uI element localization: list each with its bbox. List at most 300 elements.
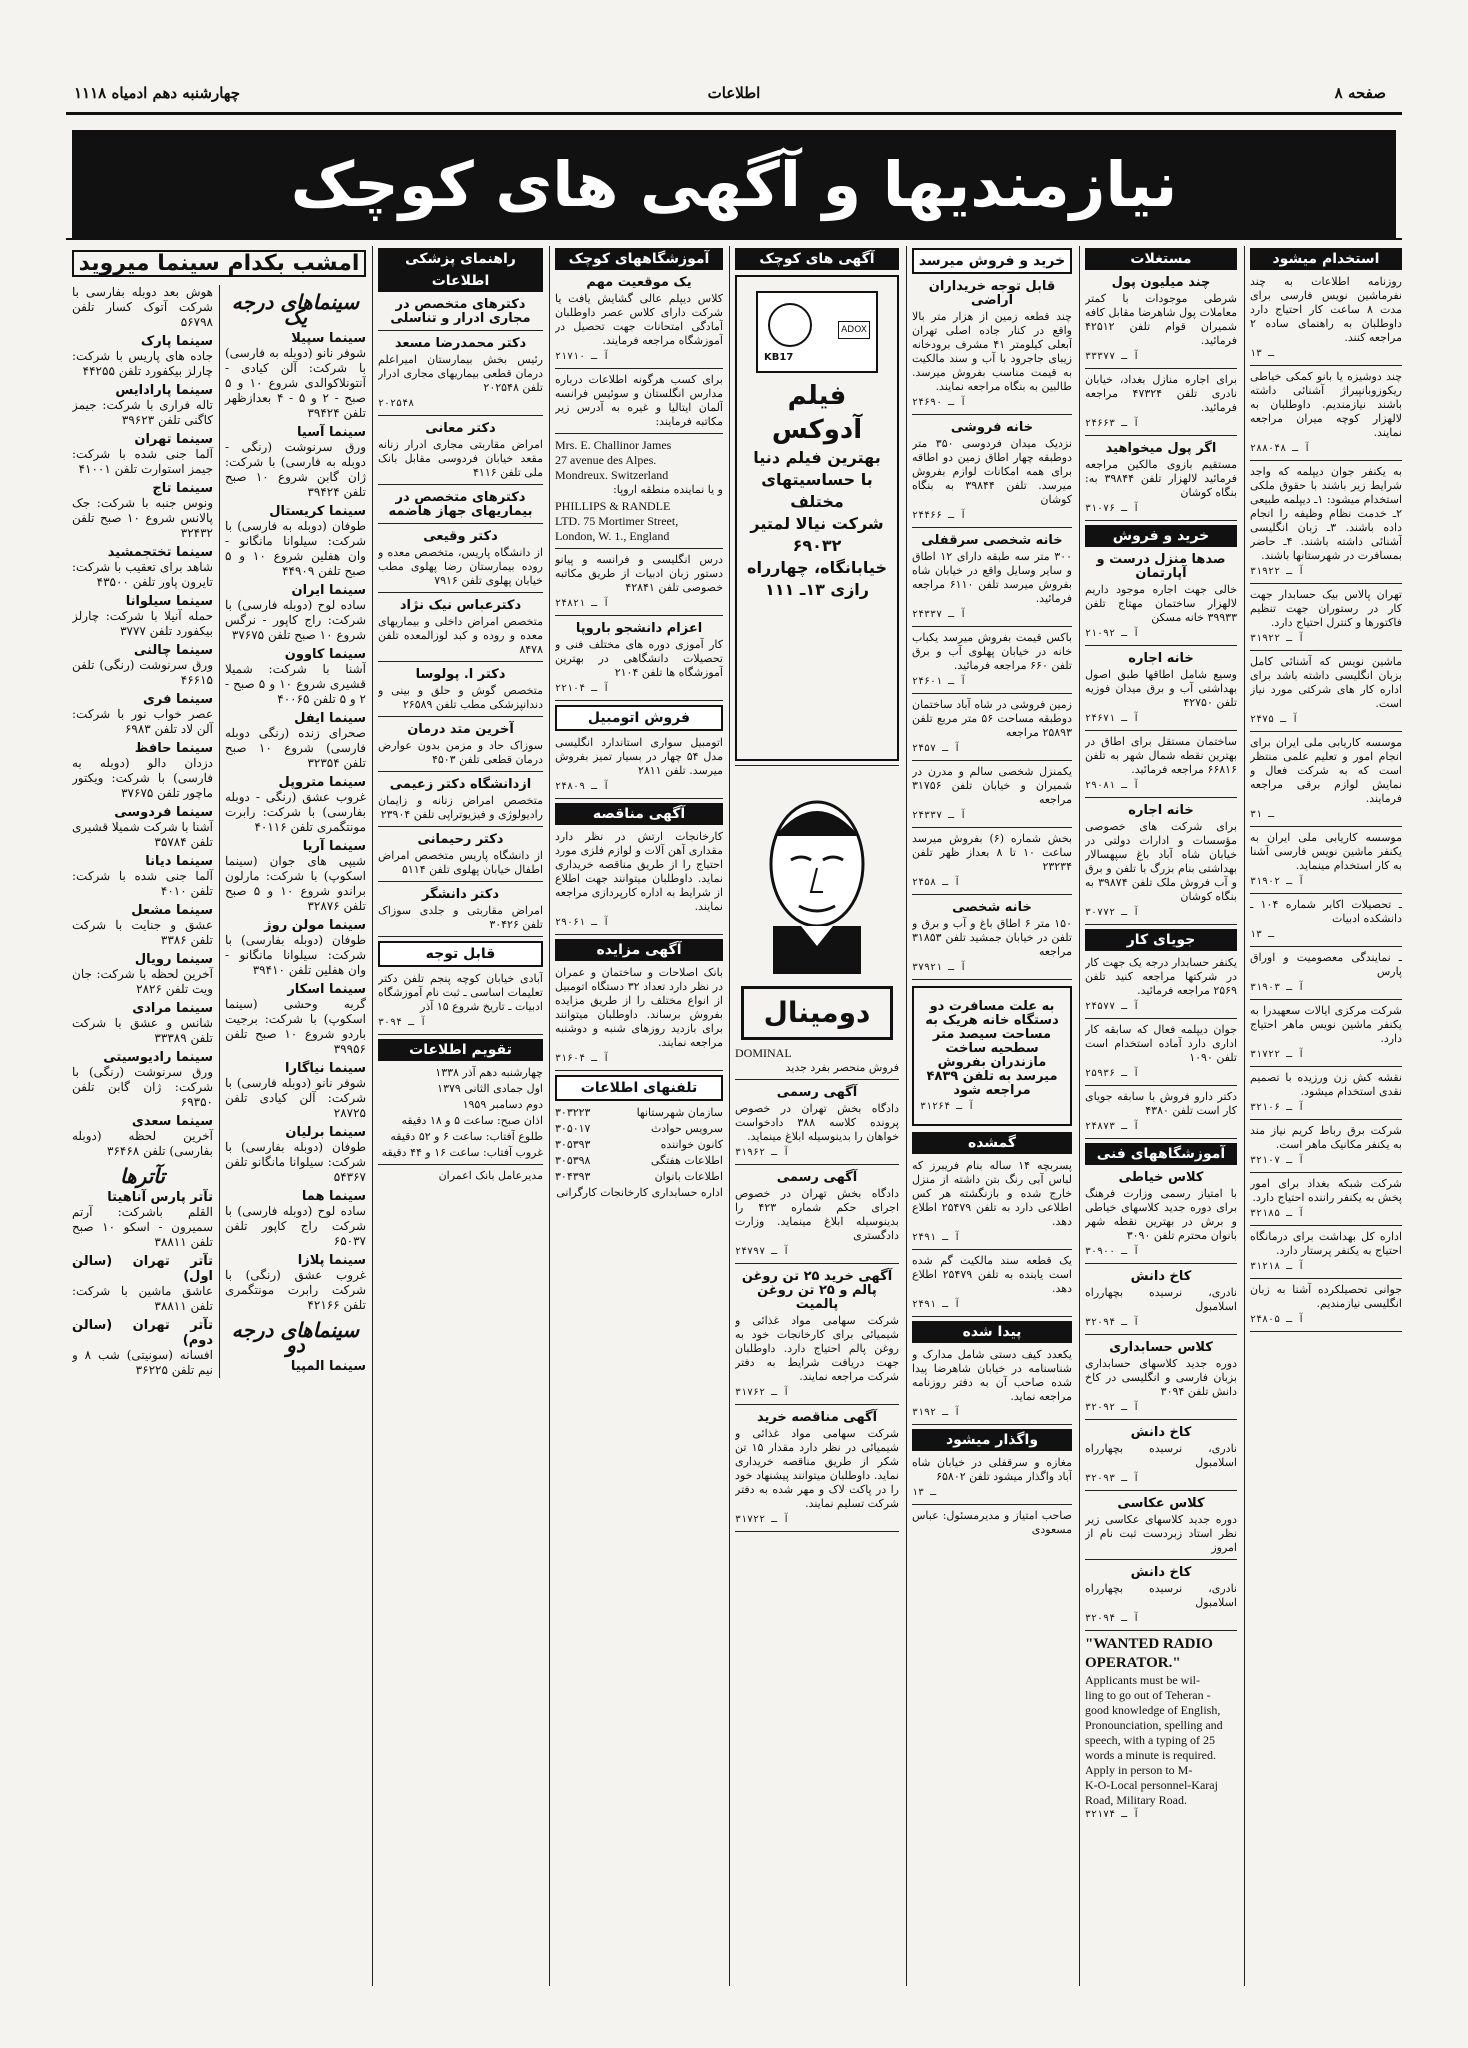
ad-text: یکمنزل شخصی سالم و مدرن در شمیران و خیابان تلفن ۳۱۷۵۶ مراجعه xyxy=(912,765,1072,806)
ad-code: آ ـ ۳۱۹۲ xyxy=(912,1407,961,1418)
english-ad-line: OPERATOR." xyxy=(1085,1655,1181,1671)
theater-name: تآتر تهران (سالن دوم) xyxy=(72,1318,213,1348)
ad-title: کاخ دانش xyxy=(1130,1425,1192,1440)
ad-divider xyxy=(378,826,543,827)
ad-title: دکتر دانشگر xyxy=(421,887,500,902)
cinema-name: سینما سپیلا xyxy=(291,331,366,346)
ad-text: درس انگلیسی و فرانسه و پیانو دستور زبان ادبیات از طریق مکاتبه خصوصی تلفن ۴۲۸۴۱ xyxy=(555,553,723,594)
section-heading: جویای کار xyxy=(1085,929,1237,951)
ad-divider xyxy=(378,1034,543,1035)
ad-text: آبادی خیابان کوچه پنجم تلفن دکتر تعلیمات اساسی ـ ثبت نام آموزشگاه ادبیات ـ تاریخ شروع ۱۵ آذر xyxy=(378,972,543,1013)
phone-number: ۳۰۵۳۹۳ xyxy=(555,1138,591,1151)
ad-code: ۲۰۲۵۴۸ xyxy=(378,398,415,409)
ad-divider xyxy=(1250,893,1402,894)
ad-divider xyxy=(912,827,1072,828)
ad-code: آ ـ ۳۱۹۲۲ xyxy=(1250,633,1305,644)
cinema-name: سینما رادیوسیتی xyxy=(103,1050,213,1065)
cinema-listing: جاده های پاریس با شرکت: چارلز بیکفورد تلفن ۴۴۲۵۵ xyxy=(72,349,213,378)
ad-text: سوزاک حاد و مزمن بدون عوارض درمان قطعی تلفن ۴۵۰۳ xyxy=(378,739,543,766)
theater-listing: القلم باشرکت: آرتم سمیرون - اسکو ۱۰ صبح تلفن ۳۸۸۱۱ xyxy=(72,1205,213,1249)
ad-divider xyxy=(1085,1630,1237,1631)
ad-divider xyxy=(555,433,723,434)
ad-divider xyxy=(735,1079,899,1080)
section-heading: تقویم اطلاعات xyxy=(378,1039,543,1061)
column-footer: اداره حسابداری کارخانجات کارگرانی xyxy=(556,1186,723,1199)
ad-code: آ ـ ۳۱۹۲۲ xyxy=(1250,566,1305,577)
ad-title: دکتر وقیعی xyxy=(423,529,498,544)
ad-code: آ ـ ۲۱۰۹۲ xyxy=(1085,628,1140,639)
column-divider xyxy=(372,246,373,1986)
ad-code: آ ـ ۳۱۰۷۶ xyxy=(1085,503,1140,514)
cinema-name: سینما پلازا xyxy=(297,1253,366,1268)
cinema-listing: شاهد برای تعقیب با شرکت: تایرون پاور تلفن ۴۳۵۰۰ xyxy=(72,560,213,589)
ad-code: آ ـ ۲۴۵۷ xyxy=(912,743,961,754)
dominal-note: فروش منحصر بفرد جدید xyxy=(785,1061,899,1074)
dominal-brand: دومینال xyxy=(741,986,893,1040)
ad-divider xyxy=(912,1424,1072,1425)
phone-label: سرویس حوادث xyxy=(651,1122,723,1135)
ad-code: آ ـ ۲۴۸۷۳ xyxy=(1085,1121,1140,1132)
cinema-listing: هوش بعد دوبله بفارسی با شرکت آتوک کسار تلفن ۵۶۷۹۸ xyxy=(72,285,213,329)
ad-text: نزدیک میدان فردوسی ۳۵۰ متر دوطبقه چهار اطاق زمین دو اطاقه برای همه امکانات لوازم بفروش میرسد. تلفن ۳۹۸۴۴ به بنگاه کوشان xyxy=(912,437,1072,506)
ad-code: آ ـ ۲۹۰۶۱ xyxy=(555,917,610,928)
ad-code: آ ـ ۲۴۵۷۷ xyxy=(1085,1001,1140,1012)
ad-text: اتومبیل سواری استاندارد انگلیسی مدل ۵۴ چهار در بسیار تمیز بفروش میرسد. تلفن ۲۸۱۱ xyxy=(555,736,723,777)
cinema-listing: حمله آنیلا با شرکت: چارلز بیکفورد تلفن ۳۷۷۷ xyxy=(72,609,213,638)
section-heading: مستغلات xyxy=(1085,248,1237,270)
ad-divider xyxy=(1085,1085,1237,1086)
ad-code: آ ـ ۲۴۳۳۷ xyxy=(912,609,967,620)
ad-code: آ ـ ۲۵۹۳۶ xyxy=(1085,1068,1140,1079)
film-ad-line: بهترین فیلم دنیا xyxy=(753,448,881,467)
ad-divider xyxy=(1085,520,1237,521)
banner-rule xyxy=(66,238,1402,240)
theater-category-title: تآترها xyxy=(120,1164,165,1188)
phone-row xyxy=(555,1106,723,1120)
ad-text: بانک اصلاحات و ساختمان و عمران در نظر دارد تعداد ۳۲ دستگاه اتومبیل از انواع مختلف را از طریق مزایده بفروش برساند. داوطلبان میتوانند برای بازدید روزهای شنبه و دوشنبه مراجعه نمایند. xyxy=(555,966,723,1049)
column-divider xyxy=(906,246,907,1986)
film-roll-icon xyxy=(768,303,812,347)
cinema-listing: تاله فراری با شرکت: جیمز کاگنی تلفن ۳۹۶۲۳ xyxy=(72,398,213,427)
ad-divider xyxy=(1250,1278,1402,1279)
ad-text: شرکت مرکزی ایالات سعهیدرا به یکنفر ماشین نویس ماهر احتیاج دارد. xyxy=(1250,1004,1402,1045)
ad-text: به یکنفر جوان دیپلمه که واجد شرایط زیر باشند با حقوق ملکی استخدام میشود: ۱ـ دیپلمه طبیعی ۲ـ خدمت نظام وظیفه را انجام داده باشند. ۳ـ زبان انگلیسی آشنائی داشته باشند. ۴ـ حاضر بمسافرت در شهرستانها باشند. xyxy=(1250,465,1402,562)
ad-divider xyxy=(912,894,1072,895)
cinema-listing: گربه وحشی (سینما اسکوپ) با شرکت: برجیت باردو شروع ۱۰ صبح تلفن ۳۹۹۵۶ xyxy=(225,997,366,1056)
ad-code: ۳ـ ۱ xyxy=(1250,809,1275,820)
english-address-line: Mrs. E. Challinor James xyxy=(555,438,672,452)
ad-title: خانه اجاره xyxy=(1128,651,1194,666)
cinema-listing: غروب عشق (رنگی - دوبله بفارسی) با شرکت: رابرت مونتگمری تلفن ۴۰۱۱۶ xyxy=(225,790,366,834)
cinema-listing: شانس و عشق با شرکت تلفن ۳۳۳۸۹ xyxy=(72,1016,213,1045)
ad-divider xyxy=(555,700,723,701)
ad-code: آ ـ ۲۴۴۶۶ xyxy=(912,510,967,521)
ad-divider xyxy=(378,716,543,717)
ad-divider xyxy=(912,979,1072,980)
ad-title: کلاس عکاسی xyxy=(1117,1496,1205,1511)
ad-code: آ ـ ۲۴۸۰۹ xyxy=(555,781,610,792)
phone-row xyxy=(555,1170,723,1184)
ad-title: دکترهای متخصص در بیماریهای جهاز هاضمه xyxy=(388,490,533,519)
ad-title: ازدانشگاه دکتر زعیمی xyxy=(389,777,532,792)
ad-code: آ ـ ۲۴۸۲۱ xyxy=(555,598,610,609)
ad-divider xyxy=(378,1164,543,1165)
ad-text: متخصص گوش و حلق و بینی و دندانپزشکی مطب تلفن ۲۶۵۸۹ xyxy=(378,684,543,711)
ad-divider xyxy=(378,330,543,331)
ad-code: آ ـ ۲۴۹۱ xyxy=(912,1299,961,1310)
ad-code: آ ـ ۳۲۱۰۶ xyxy=(1250,1102,1305,1113)
cinema-name: سینما تختجمشید xyxy=(107,545,213,560)
cinema-name: سینما حافظ xyxy=(134,741,213,756)
cinema-listing: شوفر نانو (دوبله به فارسی) با شرکت: آلن کیادی - آنتونلاکوالدی شروع ۱۰ و ۵ صبح - ۲ و ۵ - ۴ بعدازظهر تلفن ۳۹۴۲۴ xyxy=(225,346,366,420)
ad-text: متخصص امراض زنانه و زایمان رادیولوژی و فیزیوتراپی تلفن ۲۳۹۰۴ xyxy=(378,794,543,821)
ad-title: دکتر رحیمانی xyxy=(417,832,504,847)
ad-divider xyxy=(378,881,543,882)
ad-text: موسسه کاریابی ملی ایران برای انجام امور و تعلیم علمی منتظر است که به شرکت فعال و نمایش لوازم برقی مراجعه فرمایند. xyxy=(1250,736,1402,805)
column-small-ads xyxy=(735,246,899,1986)
english-ad-line: K-O-Local personnel-Karaj xyxy=(1085,1778,1218,1792)
ad-text: بخش شماره (۶) بفروش میرسد ساعت ۱۰ تا ۸ بعداز ظهر تلفن ۲۳۲۳۴ xyxy=(912,832,1072,873)
ad-text: یکنفر حسابدار درجه یک جهت کار در شرکتها مراجعه کنید تلفن ۲۵۶۹ مراجعه فرمائید. xyxy=(1085,956,1237,997)
ad-text: شرکت شبکه بغداد برای امور پخش به یکنفر راننده احتیاج دارد. xyxy=(1250,1177,1402,1204)
cinema-listing: طوفان (دوبله بفارسی) با شرکت: سیلوانا مانگانو تلفن ۵۴۳۶۷ xyxy=(225,1140,366,1184)
ad-title: دکترهای متخصص در مجاری ادرار و تناسلی xyxy=(390,297,531,326)
ad-divider xyxy=(1250,1119,1402,1120)
cinema-listing: شیپی های جوان (سینما اسکوپ) با شرکت: مارلون براندو شروع ۱۰ و ۵ صبح تلفن ۳۲۸۷۶ xyxy=(225,854,366,913)
ad-divider xyxy=(1085,924,1237,925)
column-employment xyxy=(1250,246,1402,1986)
ad-divider xyxy=(1085,645,1237,646)
theater-listing: افسانه (سونیتی) شب ۸ و نیم تلفن ۳۶۲۲۵ xyxy=(72,1348,213,1377)
ad-code: آ ـ ۳۱۲۶۴ xyxy=(920,1101,975,1112)
cinema-name: سینما کاوون xyxy=(284,647,366,662)
film-brand-label: ADOX xyxy=(838,321,870,339)
english-address-line: London, W. 1., England xyxy=(555,529,670,543)
ad-divider xyxy=(555,615,723,616)
ad-divider xyxy=(912,1249,1072,1250)
cinema-name: سینما مشعل xyxy=(131,903,213,918)
cinema-name: سینما سعدی xyxy=(131,1114,213,1129)
column-divider xyxy=(1244,246,1245,1986)
ad-code: ۱ـ ۳ xyxy=(1250,929,1275,940)
section-heading: تلفنهای اطلاعات xyxy=(555,1075,723,1101)
cinema-listing: طوفان (دوبله به فارسی) با شرکت: سیلوانا مانگانو - وان هفلین شروع ۱۰ و ۵ صبح تلفن ۴۴۹۰۹ xyxy=(225,519,366,578)
column-education xyxy=(555,246,723,1986)
column-divider xyxy=(729,246,730,1986)
cinema-listing: ورق سرنوشت (رنگی) تلفن ۴۶۶۱۵ xyxy=(72,658,213,687)
ad-divider xyxy=(1250,365,1402,366)
ad-code: آ ـ ۳۲۰۹۳ xyxy=(1085,1473,1140,1484)
ad-divider xyxy=(1250,1225,1402,1226)
ad-title: آگهی خرید ۲۵ تن روغن پالم و ۲۵ تن روغن پالمیت xyxy=(741,1269,893,1312)
ad-divider xyxy=(1085,1263,1237,1264)
ad-code: آ ـ ۲۴۵۸ xyxy=(912,877,961,888)
ad-divider xyxy=(378,661,543,662)
ad-text: مغازه و سرقفلی در خیابان شاه آباد واگذار میشود تلفن ۶۵۸۰۲ xyxy=(912,1456,1072,1483)
ad-text: شرکت سهامی مواد غذائی و شیمیائی در نظر دارد مقدار ۱۵ تن شکر از طریق مناقصه خریداری نماید. داوطلبان میتوانند پیشنهاد خود را در پاکت لاک و مهر شده به دفتر شرکت تسلیم نمایند. xyxy=(735,1427,899,1510)
cinema-name: سینما رویال xyxy=(134,952,213,967)
portrait-drawing xyxy=(747,776,887,976)
ad-text: دکتر دارو فروش با سابقه جویای کار است تلفن ۴۳۸۰ xyxy=(1085,1090,1237,1117)
cinema-name: سینما آسیا xyxy=(297,425,366,440)
ad-text: یک قطعه سند مالکیت گم شده است یابنده به تلفن ۲۵۴۷۹ اطلاع دهد. xyxy=(912,1254,1072,1295)
english-address-line: 27 avenue des Alpes. xyxy=(555,453,657,467)
ad-title: کلاس حسابداری xyxy=(1109,1340,1213,1355)
ad-divider xyxy=(378,592,543,593)
ad-title: آخرین متد درمان xyxy=(407,722,514,737)
ad-text: امراض مقاربتی و جلدی سوزاک تلفن ۳۰۴۲۶ xyxy=(378,904,543,931)
ad-text: برای اجاره منازل بغداد، خیابان نادری تلفن ۴۷۳۲۴ مراجعه فرمائید. xyxy=(1085,373,1237,414)
ad-divider xyxy=(912,760,1072,761)
film-ad-line: شرکت نیالا لمتیر ۶۹۰۳۲ xyxy=(750,514,884,555)
column-medical-guide xyxy=(378,246,543,1986)
cinema-name: سینما فری xyxy=(142,692,213,707)
ad-text: جوانی تحصیلکرده آشنا به زبان انگلیسی نیازمندیم. xyxy=(1250,1283,1402,1310)
phone-row xyxy=(555,1154,723,1168)
ad-divider xyxy=(555,798,723,799)
ad-title: صدها منزل درست و آپارتمان xyxy=(1096,552,1226,581)
ad-text: چند دوشیزه یا بانو کمکی خیاطی ریکوزوبانپیراژ آشنائی داشته باشند نیازمندیم. داوطلبان به لالهزار کوچه میران مراجعه نمایند. xyxy=(1250,370,1402,439)
cinema-listing: آخرین لحظه با شرکت: جان ویت تلفن ۲۸۲۶ xyxy=(72,967,213,996)
cinema-listing: صحرای زنده (رنگی دوبله فارسی) شروع ۱۰ صبح تلفن ۳۲۳۵۴ xyxy=(225,726,366,770)
ad-code: آ ـ ۳۱۶۰۴ xyxy=(555,1053,610,1064)
ad-code: آ ـ ۲۴۷۹۷ xyxy=(735,1246,790,1257)
cinema-listing: ورق سرنوشت (رنگی) با شرکت: ژان گابن تلفن ۶۹۳۵۰ xyxy=(72,1065,213,1109)
ad-divider xyxy=(912,626,1072,627)
ad-title: دکتر معانی xyxy=(425,421,496,436)
ad-code: آ ـ ۳۰۹۴ xyxy=(378,1017,427,1028)
english-ad-line: Applicants must be wil- xyxy=(1085,1673,1200,1687)
ad-title: آگهی مناقصه خرید xyxy=(756,1410,878,1425)
ad-divider xyxy=(912,1316,1072,1317)
ad-code: آ ـ ۳۳۳۷۷ xyxy=(1085,351,1140,362)
ad-divider xyxy=(555,368,723,369)
ad-code: آ ـ ۲۴۶۰۱ xyxy=(912,676,967,687)
ad-code: آ ـ ۲۴۷۵ xyxy=(1250,714,1299,725)
ad-text: کارخانجات ارتش در نظر دارد مقداری آهن آلات و لوازم فلزی مورد احتیاج را از طریق مناقصه خریداری نماید. داوطلبان میتوانند جهت اطلاع از شرایط به اداره کارپردازی مراجعه نمایند. xyxy=(555,830,723,913)
ad-code: ۱ـ ۳ xyxy=(1250,348,1275,359)
top-rule xyxy=(66,112,1402,115)
ad-text: اداره کل بهداشت برای درمانگاه احتیاج به یکنفر پرستار دارد. xyxy=(1250,1230,1402,1257)
ad-code: آ ـ ۲۴۶۷۱ xyxy=(1085,713,1140,724)
film-ad-line: فیلم آدوکس xyxy=(771,381,863,445)
english-address-line: LTD. 75 Mortimer Street, xyxy=(555,514,679,528)
ad-title: دکترعباس نیک نژاد xyxy=(399,598,522,613)
ad-divider xyxy=(1250,583,1402,584)
section-heading: آگهی های کوچک xyxy=(735,248,899,270)
theater-name: تآتر تهران (سالن اول) xyxy=(72,1254,213,1284)
ad-title: آگهی رسمی xyxy=(776,1085,858,1100)
english-ad-line: speech, with a typing of 25 xyxy=(1085,1733,1215,1747)
ad-divider xyxy=(735,1263,899,1264)
column-divider xyxy=(1079,246,1080,1986)
cinema-name: سینما سیلوانا xyxy=(125,594,213,609)
ad-text: امراض مقاربتی مجاری ادرار زنانه مقعد خیابان فردوسی مقابل بانک ملی تلفن ۴۱۱۶ xyxy=(378,438,543,479)
column-sales xyxy=(912,246,1072,1986)
phone-label: اطلاعات هفتگی xyxy=(650,1154,723,1167)
cinema-name: سینما آریا xyxy=(302,839,366,854)
theater-listing: عاشق ماشین با شرکت: تلفن ۳۸۸۱۱ xyxy=(72,1284,213,1313)
cinema-listing-grid xyxy=(72,285,366,1378)
ad-divider xyxy=(1085,1138,1237,1139)
ad-code: آ ـ ۳۱۹۰۲ xyxy=(1250,876,1305,887)
ad-divider xyxy=(1085,1490,1237,1491)
cinema-listing: عشق و جنایت با شرکت تلفن ۳۳۸۶ xyxy=(72,918,213,947)
ad-divider xyxy=(1250,650,1402,651)
cinema-name: سینما ایران xyxy=(291,583,366,598)
ad-text: نقشه کش زن ورزیده با تصمیم نقدی استخدام میشود. xyxy=(1250,1071,1402,1098)
cinema-category-title: سینماهای درجه دو xyxy=(231,1318,360,1357)
calendar-line: غروب آفتاب: ساعت ۱۶ و ۴۴ دقیقه xyxy=(381,1146,543,1159)
ad-text: ۳۰۰ متر سه طبقه دارای ۱۲ اطاق و سایر وسایل واقع در خیابان شاه بفروش میرسد تلفن ۶۱۱۰ مراجعه فرمائید. xyxy=(912,550,1072,605)
ad-divider xyxy=(735,765,899,766)
ad-divider xyxy=(1085,1419,1237,1420)
ad-text: از دانشگاه پاریس متخصص امراض اطفال خیابان پهلوی تلفن ۵۱۱۴ xyxy=(378,849,543,876)
section-heading: خرید و فروش xyxy=(1085,525,1237,547)
ad-title: خانه شخصی xyxy=(952,900,1032,915)
film-ad-line: با حساسیتهای مختلف xyxy=(761,470,873,511)
cinema-name: سینما چالنی xyxy=(133,643,213,658)
cinema-name: سینما نیاگارا xyxy=(285,1061,366,1076)
ad-divider xyxy=(735,1164,899,1165)
ad-text: ساختمان مستقل برای اطاق در بهترین نقطه شمال شهر به تلفن ۶۶۸۱۶ مراجعه فرمائید. xyxy=(1085,735,1237,776)
ad-text: باکس قیمت بفروش میرسد یکباب خانه در خیابان پهلوی آب و برق تلفن ۶۶۰ مراجعه فرمائید. xyxy=(912,631,1072,672)
travel-notice xyxy=(912,986,1072,1126)
ad-text: کلاس دیپلم عالی گشایش یافت یا شرکت دارای کلاس عصر داوطلبان آمادگی امتحانات جهت تحصیل در آموزشگاه مراجعه فرمایند. xyxy=(555,292,723,347)
cinema-category-title: سینماهای درجه یک xyxy=(231,290,360,329)
ad-text: دوره جدید کلاسهای عکاسی زیر نظر استاد زبردست ثبت نام از امروز xyxy=(1085,1513,1237,1554)
cinema-name: سینما دیانا xyxy=(145,854,213,869)
calendar-line: اول جمادی الثانی ۱۳۷۹ xyxy=(437,1082,543,1095)
ad-code: آ ـ ۳۱۹۰۳ xyxy=(1250,982,1305,993)
ad-text: با امتیاز رسمی وزارت فرهنگ برای دوره جدید کلاسهای خیاطی و برش در بهترین نقطه شهر بانوان محترم تلفن ۳۰۹۰ xyxy=(1085,1187,1237,1242)
cinema-name: سینما تاج xyxy=(152,481,213,496)
phone-number: ۳۰۵۳۹۸ xyxy=(555,1154,591,1167)
page-number: صفحه ۸ xyxy=(1334,84,1386,102)
cinema-name: سینما مولن روژ xyxy=(264,918,366,933)
ad-code: آ ـ ۳۰۷۷۲ xyxy=(1085,907,1140,918)
ad-text: کار آموزی دوره های مختلف فنی و تحصیلات دانشگاهی در بهترین آموزشگاه ها تلفن ۲۱۰۴ xyxy=(555,638,723,679)
section-heading: آگهی مناقصه xyxy=(555,803,723,825)
ad-divider xyxy=(1250,946,1402,947)
cinema-listing: ساده لوح (دوبله فارسی) با شرکت راج کاپور تلفن ۶۵۰۳۷ xyxy=(225,1204,366,1248)
ad-divider xyxy=(1085,1018,1237,1019)
ad-title: آگهی رسمی xyxy=(776,1170,858,1185)
issue-date: چهارشنبه دهم ادمیاه ۱۱۱۸ xyxy=(74,84,240,102)
calendar-line: اذان صبح: ساعت ۵ و ۱۸ دقیقه xyxy=(401,1114,543,1127)
theater-name: تآتر پارس آناهیتا xyxy=(107,1190,213,1205)
ad-title: چند میلیون پول xyxy=(1111,275,1211,290)
cinema-name: سینما کریستال xyxy=(269,504,366,519)
ad-divider xyxy=(1250,731,1402,732)
phone-number: ۳۰۳۲۲۳ xyxy=(555,1106,591,1119)
ad-code: آ ـ ۳۲۰۹۴ xyxy=(1085,1613,1140,1624)
ad-text: یکعدد کیف دستی شامل مدارک و شناسنامه در خیابان شاهرضا پیدا شده صاحب آن به دفتر روزنامه مراجعه نماید. xyxy=(912,1348,1072,1403)
ad-code: آ ـ ۲۴۳۳۷ xyxy=(912,810,967,821)
film-box-icon xyxy=(756,291,878,373)
cinema-listing: شوفر نانو (دوبله فارسی) با شرکت: آلن کیادی تلفن ۲۸۷۲۵ xyxy=(225,1076,366,1120)
ad-text: خالی جهت اجاره موجود داریم لالهزار ساختمان مهتاج تلفن ۳۹۹۳۳ خانه مسکن xyxy=(1085,583,1237,624)
section-heading: خرید و فروش میرسد xyxy=(912,248,1072,274)
ad-divider xyxy=(735,1404,899,1405)
section-heading: فروش اتومبیل xyxy=(555,705,723,731)
cinema-listing: طوفان (دوبله بفارسی) با شرکت: سیلوانا مانگانو - وان هفلین تلفن ۳۹۴۱۰ xyxy=(225,933,366,977)
cinema-listing: عصر خواب نور با شرکت: آلن لاد تلفن ۶۹۸۳ xyxy=(72,707,213,736)
ad-code: آ ـ ۳۲۱۰۷ xyxy=(1250,1155,1305,1166)
ad-code: آ ـ ۳۱۷۶۲ xyxy=(735,1387,790,1398)
cinema-name: سینما فردوسی xyxy=(114,805,213,820)
cinema-listing: دزدان دالو (دوبله به فارسی) با شرکت: ویکتور ماچور تلفن ۳۷۶۷۵ xyxy=(72,756,213,800)
section-heading: قابل توجه xyxy=(378,941,543,967)
cinema-name: سینما هما xyxy=(301,1189,366,1204)
ad-text: تهران پالاس بیک حسابدار جهت کار در رستوران جهت تنظیم فاکتورها و کنترل احتیاج دارد. xyxy=(1250,588,1402,629)
ad-divider xyxy=(1250,1066,1402,1067)
cinema-name: سینما برلیان xyxy=(285,1125,366,1140)
ad-code: آ ـ ۳۲۰۹۴ xyxy=(1085,1317,1140,1328)
ad-divider xyxy=(1250,1172,1402,1173)
ad-code: آ ـ ۳۲۰۹۲ xyxy=(1085,1402,1140,1413)
calendar-line: دوم دسامبر ۱۹۵۹ xyxy=(462,1098,543,1111)
cinema-name: سینما پارک xyxy=(140,334,213,349)
ad-divider xyxy=(1250,826,1402,827)
ad-divider xyxy=(378,523,543,524)
cinema-listing: آشنا با شرکت شمیلا قشیری تلفن ۳۵۷۸۴ xyxy=(72,820,213,849)
ad-divider xyxy=(555,548,723,549)
ad-divider xyxy=(1085,435,1237,436)
cinema-name: سینما المپیا xyxy=(290,1359,366,1374)
ad-divider xyxy=(912,1504,1072,1505)
ad-text: ماشین نویس که آشنائی کامل بزبان انگلیسی داشته باشد برای اداره کار های شرکتی مورد نیاز است. xyxy=(1250,655,1402,710)
cinema-name: سینما متروپل xyxy=(278,775,366,790)
ad-code: آ ـ ۳۷۹۲۱ xyxy=(912,962,967,973)
section-heading: گمشده xyxy=(912,1132,1072,1154)
ad-code: آ ـ ۲۹۰۸۱ xyxy=(1085,780,1140,791)
calendar-line: طلوع آفتاب: ساعت ۶ و ۵۲ دقیقه xyxy=(390,1130,543,1143)
ad-title: خانه اجاره xyxy=(1128,803,1194,818)
ad-code: آ ـ ۳۱۷۲۲ xyxy=(1250,1049,1305,1060)
section-heading: آموزشگاههای فنی xyxy=(1085,1143,1237,1165)
ad-code: آ ـ ۲۴۶۹۰ xyxy=(912,397,967,408)
ad-title: دکتر ا. پولوسا xyxy=(415,667,506,682)
ad-text: ـ تحصیلات اکابر شماره ۱۰۴ ـ دانشکده ادبیات xyxy=(1250,898,1402,925)
ad-title: اعزام دانشجو باروپا xyxy=(575,621,703,636)
english-ad-line: words a minute is required. xyxy=(1085,1748,1216,1762)
ad-text: جوان دیپلمه فعال که سابقه کار اداری دارد آماده استخدام است تلفن ۱۰۹۰ xyxy=(1085,1023,1237,1064)
column-footer: مدیرعامل بانک اعمران xyxy=(438,1169,543,1182)
cinema-name: سینما پارادایس xyxy=(115,383,213,398)
ad-code: آ ـ ۳۱۹۶۲ xyxy=(735,1147,790,1158)
dominal-brand-latin: DOMINAL xyxy=(735,1046,792,1060)
ad-divider xyxy=(1085,797,1237,798)
phone-number: ۳۰۴۳۹۳ xyxy=(555,1170,591,1183)
ad-title: کاخ دانش xyxy=(1130,1565,1192,1580)
ad-title: قابل توجه خریداران اراضی xyxy=(928,279,1056,308)
phone-row xyxy=(555,1138,723,1152)
english-ad-line: Road, Military Road. xyxy=(1085,1793,1187,1807)
ad-divider xyxy=(912,693,1072,694)
ad-title: خانه شخصی سرقفلی xyxy=(921,533,1063,548)
ad-text: موسسه کاریابی ملی ایران به یکنفر ماشین نویس فارسی آشنا به کار استخدام مینماید. xyxy=(1250,831,1402,872)
ad-text: برای کسب هرگونه اطلاعات درباره مدارس انگلستان و سوئیس فرانسه آلمان ایتالیا و غیره به آدرس زیر مکاتبه فرمایند: xyxy=(555,373,723,428)
ad-divider xyxy=(378,936,543,937)
ad-text: نادری، نرسیده بچهارراه اسلامبول xyxy=(1085,1286,1237,1313)
ad-divider xyxy=(735,1531,899,1532)
cinema-listing: آلما جنی شده با شرکت: جیمز استوارت تلفن ۴۱۰۰۱ xyxy=(72,447,213,476)
phone-number: ۳۰۵۰۱۷ xyxy=(555,1122,591,1135)
ad-divider xyxy=(1250,1331,1402,1332)
ad-divider xyxy=(378,415,543,416)
ad-text: دوره جدید کلاسهای حسابداری بزبان فارسی و انگلیسی در کاخ دانش تلفن ۳۰۹۴ xyxy=(1085,1357,1237,1398)
